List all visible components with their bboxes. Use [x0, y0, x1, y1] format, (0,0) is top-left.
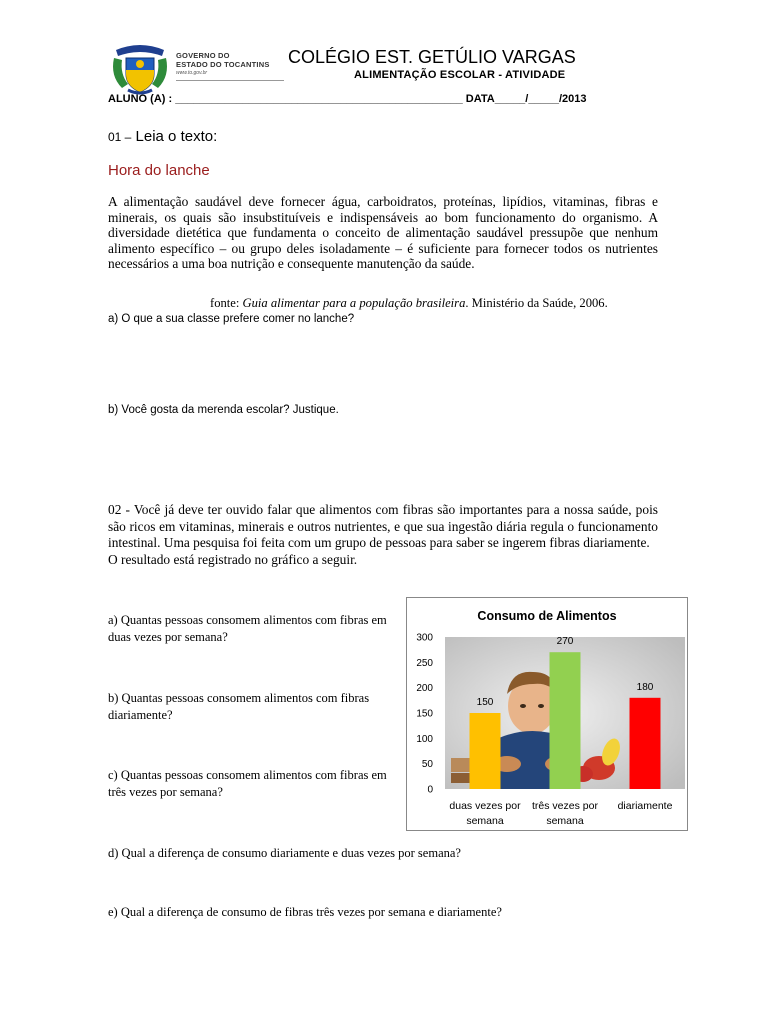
source-title: Guia alimentar para a população brasileira [242, 296, 466, 310]
gov-line-2: ESTADO DO TOCANTINS [176, 59, 270, 69]
bar-2 [630, 698, 661, 789]
y-tick-label-4: 200 [416, 683, 433, 695]
source-prefix: fonte: [210, 296, 243, 310]
question-02-text-last: O resultado está registrado no gráfico a seguir. [108, 551, 358, 567]
y-tick-label-1: 50 [421, 759, 433, 771]
chart-title: Consumo de Alimentos [477, 609, 617, 623]
x-tick-label-0-line-0: duas vezes por [449, 800, 521, 812]
bar-0 [470, 713, 501, 789]
government-name [176, 52, 270, 69]
x-tick-label-2-line-0: diariamente [617, 800, 673, 812]
coat-of-arms-icon [108, 40, 172, 96]
question-02-c: c) Quantas pessoas consomem alimentos com fibras em três vezes por semana? [108, 768, 387, 799]
text-source [210, 296, 608, 311]
x-tick-label-0 [449, 800, 521, 827]
question-02-e: e) Qual a diferença de consumo de fibras três vezes por semana e diariamente? [108, 905, 502, 919]
data-label-2: 180 [636, 681, 654, 693]
school-name: COLÉGIO EST. GETÚLIO VARGAS [288, 47, 576, 67]
x-tick-label-2 [618, 800, 673, 812]
gov-url: www.to.gov.br [176, 70, 208, 76]
question-01-a: a) O que a sua classe prefere comer no lanche? [108, 313, 355, 325]
question-02-paragraph [108, 502, 658, 568]
gov-line-1: GOVERNO DO [176, 51, 230, 60]
data-label-1: 270 [556, 636, 574, 648]
x-tick-label-1-line-0: três vezes por [532, 800, 598, 812]
y-tick-label-5: 250 [416, 657, 433, 669]
x-tick-label-1 [532, 800, 598, 827]
question-02-b: b) Quantas pessoas consomem alimentos com fibras diariamente? [108, 691, 370, 722]
consumption-chart [406, 597, 688, 831]
text-title: Hora do lanche [108, 162, 210, 179]
question-number: 01 – [108, 130, 132, 144]
bar-1 [550, 652, 581, 789]
y-tick-label-3: 150 [416, 708, 433, 720]
question-01-b: b) Você gosta da merenda escolar? Justique. [108, 404, 339, 416]
question-instruction: Leia o texto: [131, 128, 218, 145]
chart-svg [407, 598, 687, 830]
y-tick-label-0: 0 [427, 784, 433, 796]
x-axis-labels [449, 800, 672, 827]
data-label-0: 150 [476, 697, 494, 708]
y-axis [416, 633, 433, 796]
x-tick-label-0-line-1: semana [466, 815, 504, 827]
question-02-d: d) Qual a diferença de consumo diariamente e duas vezes por semana? [108, 846, 461, 860]
source-suffix: . Ministério da Saúde, 2006. [465, 296, 608, 310]
question-02-text: 02 - Você já deve ter ouvido falar que alimentos com fibras são importantes para a nossa saúde, pois são ricos em vitaminas, minerais e outros nutrientes, e que sua ingestão diária regula o funcionamento intestinal. Uma pesquisa foi feita com um grupo de pessoas para saber se ingerem fibras diariamente. [108, 502, 658, 551]
reading-paragraph: A alimentação saudável deve fornecer água, carboidratos, proteínas, lipídios, vitaminas, fibras e minerais, os quais são insubstituíveis e indispensáveis ao bom funcionamento do organismo. A diversidade dietética que fundamenta o conceito de alimentação saudável pressupõe que nenhum alimento específico – ou grupo deles isoladamente – é suficiente para fornecer todos os nutrientes necessários a uma boa nutrição e consequente manutenção da saúde. [108, 194, 658, 272]
x-tick-label-1-line-1: semana [546, 815, 584, 827]
question-02-a: a) Quantas pessoas consomem alimentos com fibras em duas vezes por semana? [108, 613, 387, 644]
question-01-heading [108, 128, 217, 145]
activity-subtitle: ALIMENTAÇÃO ESCOLAR - ATIVIDADE [354, 69, 566, 81]
student-date-line: ALUNO (A) : _______________________________________________ DATA_____/_____/2013 [108, 93, 587, 105]
y-tick-label-6: 300 [416, 632, 433, 644]
y-tick-label-2: 100 [416, 733, 433, 745]
header-divider [176, 80, 284, 81]
